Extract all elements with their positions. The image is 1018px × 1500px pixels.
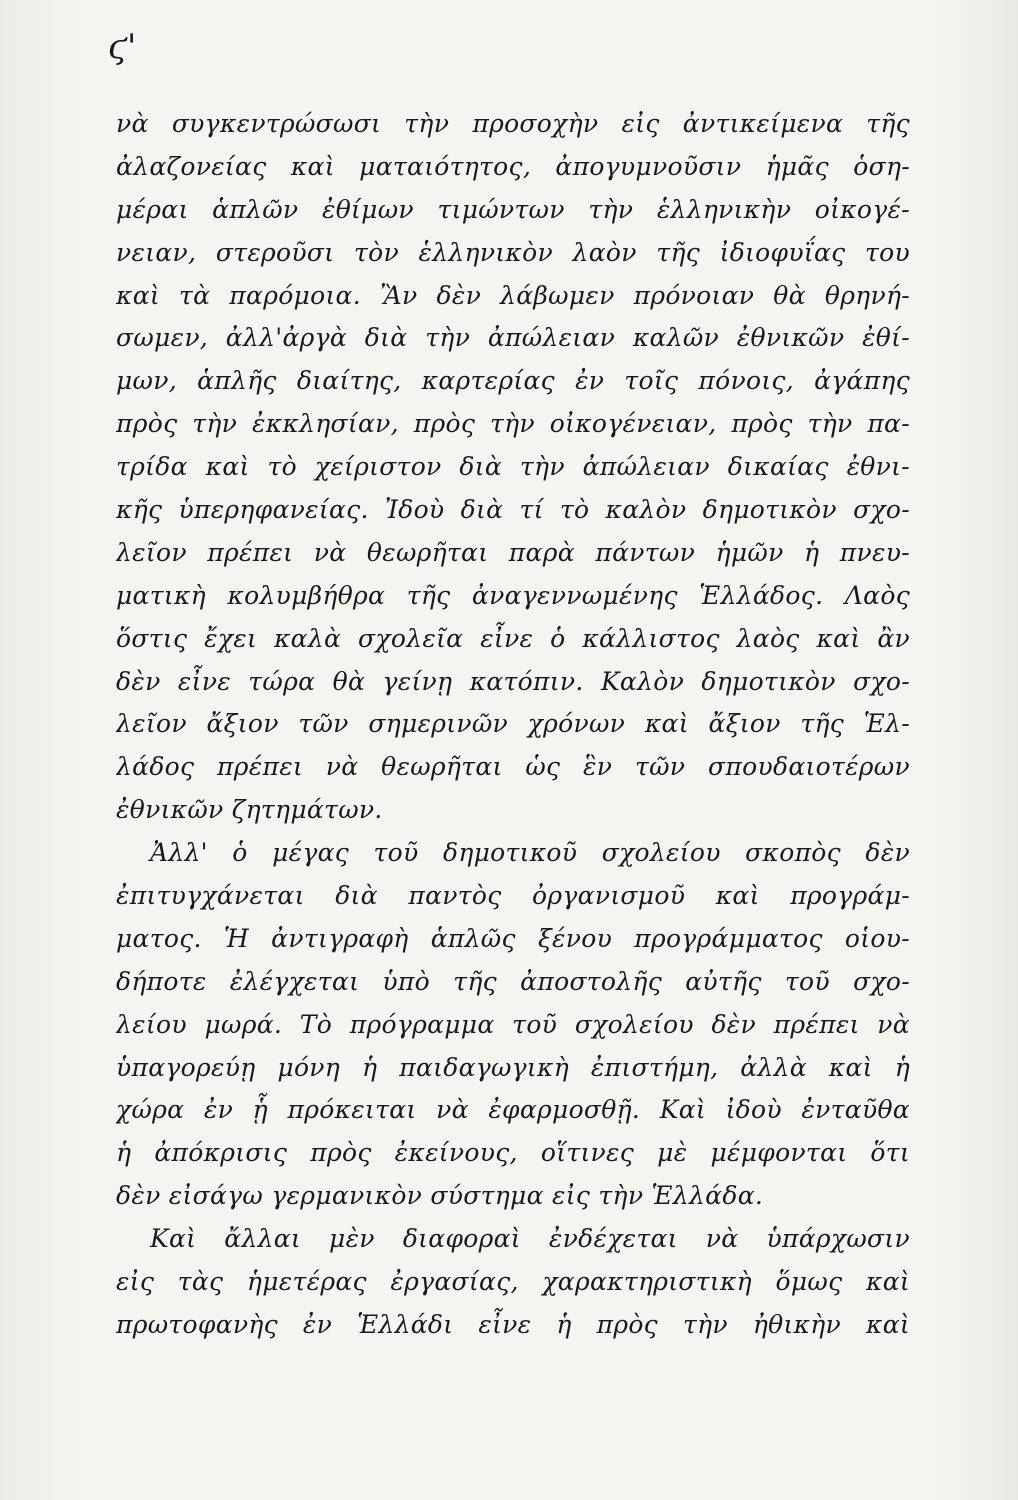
text-line: λεῖον πρέπει νὰ θεωρῆται παρὰ πάντων ἡμῶν ἡ πνευ- — [116, 537, 910, 567]
text-line: λεῖον ἄξιον τῶν σημερινῶν χρόνων καὶ ἄξιον τῆς Ἑλ- — [116, 709, 910, 739]
text-line: λείου μωρά. Τὸ πρόγραμμα τοῦ σχολείου δὲν πρέπει νὰ — [116, 1009, 910, 1039]
text-line: πρωτοφανὴς ἐν Ἑλλάδι εἶνε ἡ πρὸς τὴν ἠθικὴν καὶ — [116, 1309, 910, 1339]
text-line: χώρα ἐν ᾗ πρόκειται νὰ ἐφαρμοσθῇ. Καὶ ἰδοὺ ἐνταῦθα — [116, 1095, 910, 1125]
text-line: ἐπιτυγχάνεται διὰ παντὸς ὀργανισμοῦ καὶ προγράμ- — [116, 881, 910, 911]
text-line: ἀλαζονείας καὶ ματαιότητος, ἀπογυμνοῦσιν ἡμᾶς ὁση- — [116, 151, 910, 181]
text-line: λάδος πρέπει νὰ θεωρῆται ὡς ἓν τῶν σπουδαιοτέρων — [116, 752, 910, 782]
text-line: σωμεν, ἀλλ'ἀργὰ διὰ τὴν ἀπώλειαν καλῶν ἐθνικῶν ἐθί- — [116, 323, 910, 353]
text-line: δήποτε ἐλέγχεται ὑπὸ τῆς ἀποστολῆς αὐτῆς τοῦ σχο- — [116, 966, 910, 996]
text-line: νὰ συγκεντρώσωσι τὴν προσοχὴν εἰς ἀντικείμενα τῆς — [116, 109, 910, 138]
text-line: ματικὴ κολυμβήθρα τῆς ἀναγεννωμένης Ἑλλάδος. Λαὸς — [116, 580, 910, 610]
text-line: ἡ ἀπόκρισις πρὸς ἐκείνους, οἵτινες μὲ μέμφονται ὅτι — [116, 1138, 910, 1168]
text-line: ὑπαγορεύῃ μόνη ἡ παιδαγωγικὴ ἐπιστήμη, ἀλλὰ καὶ ἡ — [116, 1052, 910, 1082]
text-line: ἐθνικῶν ζητημάτων. — [116, 795, 383, 825]
text-line: Καὶ ἄλλαι μὲν διαφοραὶ ἐνδέχεται νὰ ὑπάρχωσιν — [150, 1224, 910, 1254]
text-line: καὶ τὰ παρόμοια. Ἂν δὲν λάβωμεν πρόνοιαν θὰ θρηνή- — [116, 280, 910, 310]
text-line: Ἀλλ' ὁ μέγας τοῦ δημοτικοῦ σχολείου σκοπὸς δὲν — [150, 838, 910, 868]
text-line: ὅστις ἔχει καλὰ σχολεῖα εἶνε ὁ κάλλιστος λαὸς καὶ ἂν — [116, 623, 910, 653]
text-line: πρὸς τὴν ἐκκλησίαν, πρὸς τὴν οἰκογένειαν, πρὸς τὴν πα- — [116, 409, 910, 439]
text-line: νειαν, στεροῦσι τὸν ἑλληνικὸν λαὸν τῆς ἰδιοφυΐας του — [116, 237, 910, 267]
text-line: τρίδα καὶ τὸ χείριστον διὰ τὴν ἀπώλειαν δικαίας ἐθνι- — [116, 452, 910, 482]
text-line: ματος. Ἡ ἀντιγραφὴ ἁπλῶς ξένου προγράμματος οἱου- — [116, 923, 910, 953]
text-line: δὲν εἶνε τώρα θὰ γείνῃ κατόπιν. Καλὸν δημοτικὸν σχο- — [116, 666, 910, 696]
text-line: εἰς τὰς ἡμετέρας ἐργασίας, χαρακτηριστικὴ ὅμως καὶ — [116, 1267, 910, 1297]
text-line: κῆς ὑπερηφανείας. Ἰδοὺ διὰ τί τὸ καλὸν δημοτικὸν σχο- — [116, 495, 910, 525]
page-number: ϛ' — [108, 27, 137, 67]
text-line: δὲν εἰσάγω γερμανικὸν σύστημα εἰς τὴν Ἑλλάδα. — [116, 1181, 764, 1211]
text-line: μων, ἁπλῆς διαίτης, καρτερίας ἐν τοῖς πόνοις, ἀγάπης — [116, 366, 910, 396]
body-text — [116, 103, 910, 1347]
text-line: μέραι ἁπλῶν ἐθίμων τιμώντων τὴν ἑλληνικὴν οἰκογέ- — [116, 194, 910, 224]
